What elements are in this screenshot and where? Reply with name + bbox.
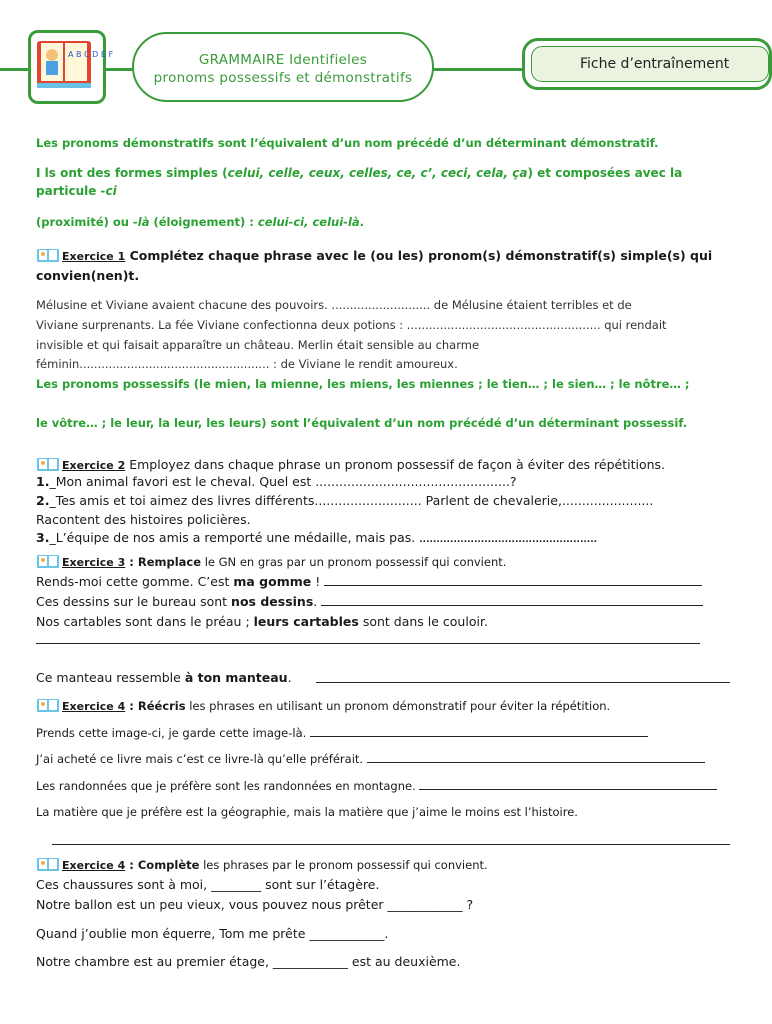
ex1-heading: Exercice 1 Complétez chaque phrase avec le (ou les) pronom(s) démonstratif(s) simple(s) qui [36, 247, 712, 265]
answer-line[interactable] [324, 574, 702, 586]
book-icon [36, 697, 60, 713]
ex3-sentence-4: Ce manteau ressemble à ton manteau. [36, 670, 292, 685]
book-logo [28, 30, 114, 104]
ex4b-sentence-1: Ces chaussures sont à moi, ________ sont sur l’étagère. [36, 877, 380, 892]
ex1-instruction-cont: convien(nen)t. [36, 268, 140, 283]
book-icon [36, 553, 60, 569]
possessifs-line-2: le vôtre… ; le leur, la leur, les leurs) sont l’équivalent d’un nom précédé d’un déterminant possessif. [36, 416, 688, 430]
title-banner [132, 32, 434, 102]
ex1-label: Exercice 1 [62, 250, 126, 263]
ex2-label: Exercice 2 [62, 459, 126, 472]
answer-line[interactable] [36, 632, 700, 644]
book-icon [36, 247, 60, 263]
possessifs-line-1: Les pronoms possessifs (le mien, la mienne, les miens, les miennes ; le tien… ; le sien… ; le nôtre… ; [36, 377, 690, 391]
intro-line-1: Les pronoms démonstratifs sont l’équivalent d’un nom précédé d’un déterminant démonstratif. [36, 136, 659, 150]
ex2-item-3: 3._L’équipe de nos amis a remporté une médaille, mais pas. .................................................... [36, 530, 598, 545]
ex1-text-1: Mélusine et Viviane avaient chacune des pouvoirs. ........................... de Mélusine étaient terribles et de [36, 298, 632, 312]
answer-line[interactable] [321, 594, 703, 606]
answer-line[interactable] [316, 671, 730, 683]
book-icon [36, 456, 60, 472]
ex4a-sentence-2: J’ai acheté ce livre mais c’est ce livre-là qu’elle préférait. [36, 751, 705, 767]
intro-line-3: particule -ci [36, 184, 117, 198]
fiche-label: Fiche d’entraînement [531, 46, 769, 82]
ex2-item-2: 2._Tes amis et toi aimez des livres différents........................... Parlent de chevalerie,....................... [36, 493, 654, 508]
title-line-1: GRAMMAIRE Identifieles [198, 52, 368, 68]
answer-line[interactable] [367, 751, 705, 763]
answer-line[interactable] [52, 833, 730, 845]
ex2-item-1: 1._Mon animal favori est le cheval. Quel est .................................................? [36, 474, 517, 489]
answer-line[interactable] [419, 778, 717, 790]
intro-line-4: (proximité) ou -là (éloignement) : celui-ci, celui-là. [36, 215, 365, 229]
logo-letters: A B C D E F [68, 50, 114, 59]
book-icon [36, 856, 60, 872]
ex4b-heading: Exercice 4 : Complète les phrases par le pronom possessif qui convient. [36, 856, 488, 873]
ex4b-sentence-4: Notre chambre est au premier étage, ____________ est au deuxième. [36, 954, 461, 969]
ex3-sentence-3: Nos cartables sont dans le préau ; leurs cartables sont dans le couloir. [36, 614, 488, 629]
ex1-text-3: invisible et qui faisait apparaître un château. Merlin était sensible au charme [36, 338, 480, 352]
intro-line-2: I ls ont des formes simples (celui, celle, ceux, celles, ce, c’, ceci, cela, ça) et composées avec la [36, 166, 683, 180]
ex4a-sentence-3: Les randonnées que je préfère sont les randonnées en montagne. [36, 778, 717, 794]
ex3-heading: Exercice 3 : Remplace le GN en gras par un pronom possessif qui convient. [36, 553, 506, 570]
answer-line[interactable] [310, 725, 648, 737]
ex1-text-4: féminin.................................................... : de Viviane le rendit amoureux. [36, 357, 458, 371]
ex4b-sentence-2: Notre ballon est un peu vieux, vous pouvez nous prêter ____________ ? [36, 897, 474, 912]
ex4b-sentence-3: Quand j’oublie mon équerre, Tom me prête ____________. [36, 926, 389, 941]
ex4a-label: Exercice 4 [62, 700, 126, 713]
ex2-heading: Exercice 2 Employez dans chaque phrase un pronom possessif de façon à éviter des répétitions. [36, 456, 665, 474]
ex4b-label: Exercice 4 [62, 859, 126, 872]
open-book-icon [31, 33, 114, 95]
fiche-badge [522, 38, 772, 90]
ex2-item-2-cont: Racontent des histoires policières. [36, 512, 251, 527]
ex3-sentence-1: Rends-moi cette gomme. C’est ma gomme ! [36, 574, 702, 590]
ex3-label: Exercice 3 [62, 556, 126, 569]
ex4a-heading: Exercice 4 : Réécris les phrases en utilisant un pronom démonstratif pour éviter la répétition. [36, 697, 610, 714]
ex4a-sentence-4: La matière que je préfère est la géographie, mais la matière que j’aime le moins est l’histoire. [36, 805, 578, 819]
ex4a-sentence-1: Prends cette image-ci, je garde cette image-là. [36, 725, 648, 741]
title-line-2: pronoms possessifs et démonstratifs [153, 70, 413, 86]
ex3-sentence-2: Ces dessins sur le bureau sont nos dessins. [36, 594, 703, 610]
ex1-text-2: Viviane surprenants. La fée Viviane confectionna deux potions : ..................................................... qui rendait [36, 318, 667, 332]
